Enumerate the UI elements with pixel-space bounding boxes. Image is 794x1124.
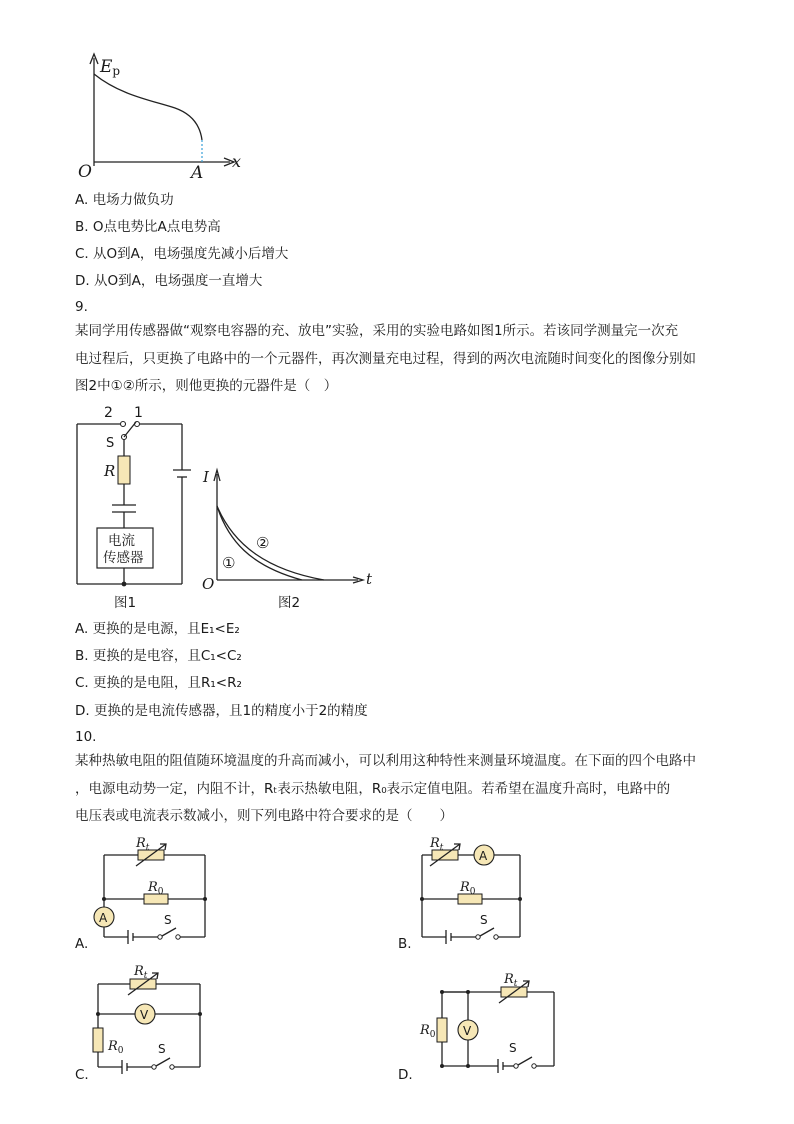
circuit-d-voltmeter-label: V — [463, 1024, 472, 1038]
circuit-a-switch-label: S — [164, 913, 172, 927]
q10-option-a-letter[interactable]: A. — [75, 936, 89, 952]
fig2-y-label: I — [203, 468, 209, 486]
fig2-curve1-label: ① — [222, 554, 236, 572]
fig2-x-label: t — [366, 570, 373, 588]
q10-circuit-c — [88, 960, 213, 1075]
circuit-a-rt-label: $R_t$ — [136, 836, 150, 853]
q10-circuit-d — [418, 968, 563, 1078]
q9-option-b[interactable]: B. 更换的是电容，且C₁<C₂ — [75, 648, 242, 664]
origin-label: O — [78, 162, 92, 182]
q10-stem-line-2: ，电源电动势一定，内阻不计，Rₜ表示热敏电阻，R₀表示定值电阻。若希望在温度升高时，电路中的 — [75, 780, 671, 797]
q9-number: 9. — [75, 299, 88, 315]
q10-stem — [75, 748, 735, 831]
circuit-d-switch-label: S — [509, 1041, 517, 1055]
fig1-switch-pos-1: 1 — [134, 405, 143, 421]
ep-x-graph — [70, 50, 260, 185]
fig2-origin: O — [202, 575, 215, 593]
x-axis-label: x — [232, 152, 242, 171]
circuit-b-rt-label: $R_t$ — [430, 836, 444, 853]
fig1-caption: 图1 — [114, 595, 137, 611]
q10-circuit-b — [410, 835, 540, 945]
q9-stem-line-2: 电过程后，只更换了电路中的一个元器件，再次测量充电过程，得到的两次电流随时间变化的图像分别如 — [75, 350, 696, 367]
y-axis-label: Ep — [100, 57, 121, 78]
fig1-switch-label: S — [106, 436, 115, 451]
q9-figure-1-circuit — [70, 400, 200, 615]
fig2-caption: 图2 — [278, 595, 301, 611]
circuit-c-switch-label: S — [158, 1042, 166, 1056]
q10-number: 10. — [75, 729, 97, 745]
circuit-a-ammeter-label: A — [99, 911, 108, 925]
circuit-a-r0-label: $R_0$ — [148, 880, 164, 897]
q8-option-b[interactable]: B. O点电势比A点电势高 — [75, 219, 221, 235]
fig1-sensor-line2: 传感器 — [103, 550, 144, 566]
circuit-d-r0-label: $R_0$ — [420, 1023, 436, 1040]
circuit-b-r0-label: $R_0$ — [460, 880, 476, 897]
circuit-b-switch-label: S — [480, 913, 488, 927]
circuit-c-r0-label: $R_0$ — [108, 1039, 124, 1056]
q9-resistor-r — [118, 456, 130, 484]
circuit-b-ammeter-label: A — [479, 849, 488, 863]
q9-option-a[interactable]: A. 更换的是电源，且E₁<E₂ — [75, 621, 240, 637]
q9-stem-line-1: 某同学用传感器做“观察电容器的充、放电”实验，采用的实验电路如图1所示。若该同学测量完一次充 — [75, 323, 679, 339]
q9-stem-line-3: 图2中①②所示，则他更换的元器件是（ ） — [75, 378, 338, 394]
point-a-label: A — [191, 163, 204, 183]
fig2-curve2-label: ② — [256, 534, 270, 552]
fig1-switch-pos-2: 2 — [104, 405, 113, 421]
fig1-sensor-line1: 电流 — [108, 533, 135, 549]
q9-stem — [75, 318, 725, 401]
q10-option-c-letter[interactable]: C. — [75, 1067, 89, 1083]
circuit-c-voltmeter-label: V — [140, 1008, 149, 1022]
q9-figure-2-graph — [198, 462, 378, 612]
q9-option-d[interactable]: D. 更换的是电流传感器，且1的精度小于2的精度 — [75, 703, 368, 719]
q8-option-a[interactable]: A. 电场力做负功 — [75, 192, 174, 208]
q10-stem-line-3: 电压表或电流表示数减小，则下列电路中符合要求的是（ ） — [75, 808, 453, 824]
q10-circuit-a — [90, 835, 220, 945]
q9-option-c[interactable]: C. 更换的是电阻，且R₁<R₂ — [75, 675, 242, 691]
q8-option-d[interactable]: D. 从O到A，电场强度一直增大 — [75, 273, 263, 289]
q10-option-d-letter[interactable]: D. — [398, 1067, 413, 1083]
ep-curve — [94, 74, 202, 140]
circuit-c-rt-label: $R_t$ — [134, 964, 148, 981]
fig1-resistor-label: R — [104, 462, 116, 480]
q8-option-c[interactable]: C. 从O到A，电场强度先减小后增大 — [75, 246, 289, 262]
q10-stem-line-1: 某种热敏电阻的阻值随环境温度的升高而减小，可以利用这种特性来测量环境温度。在下面的四个电路中 — [75, 753, 696, 769]
circuit-d-rt-label: $R_t$ — [504, 972, 518, 989]
q10-option-b-letter[interactable]: B. — [398, 936, 412, 952]
